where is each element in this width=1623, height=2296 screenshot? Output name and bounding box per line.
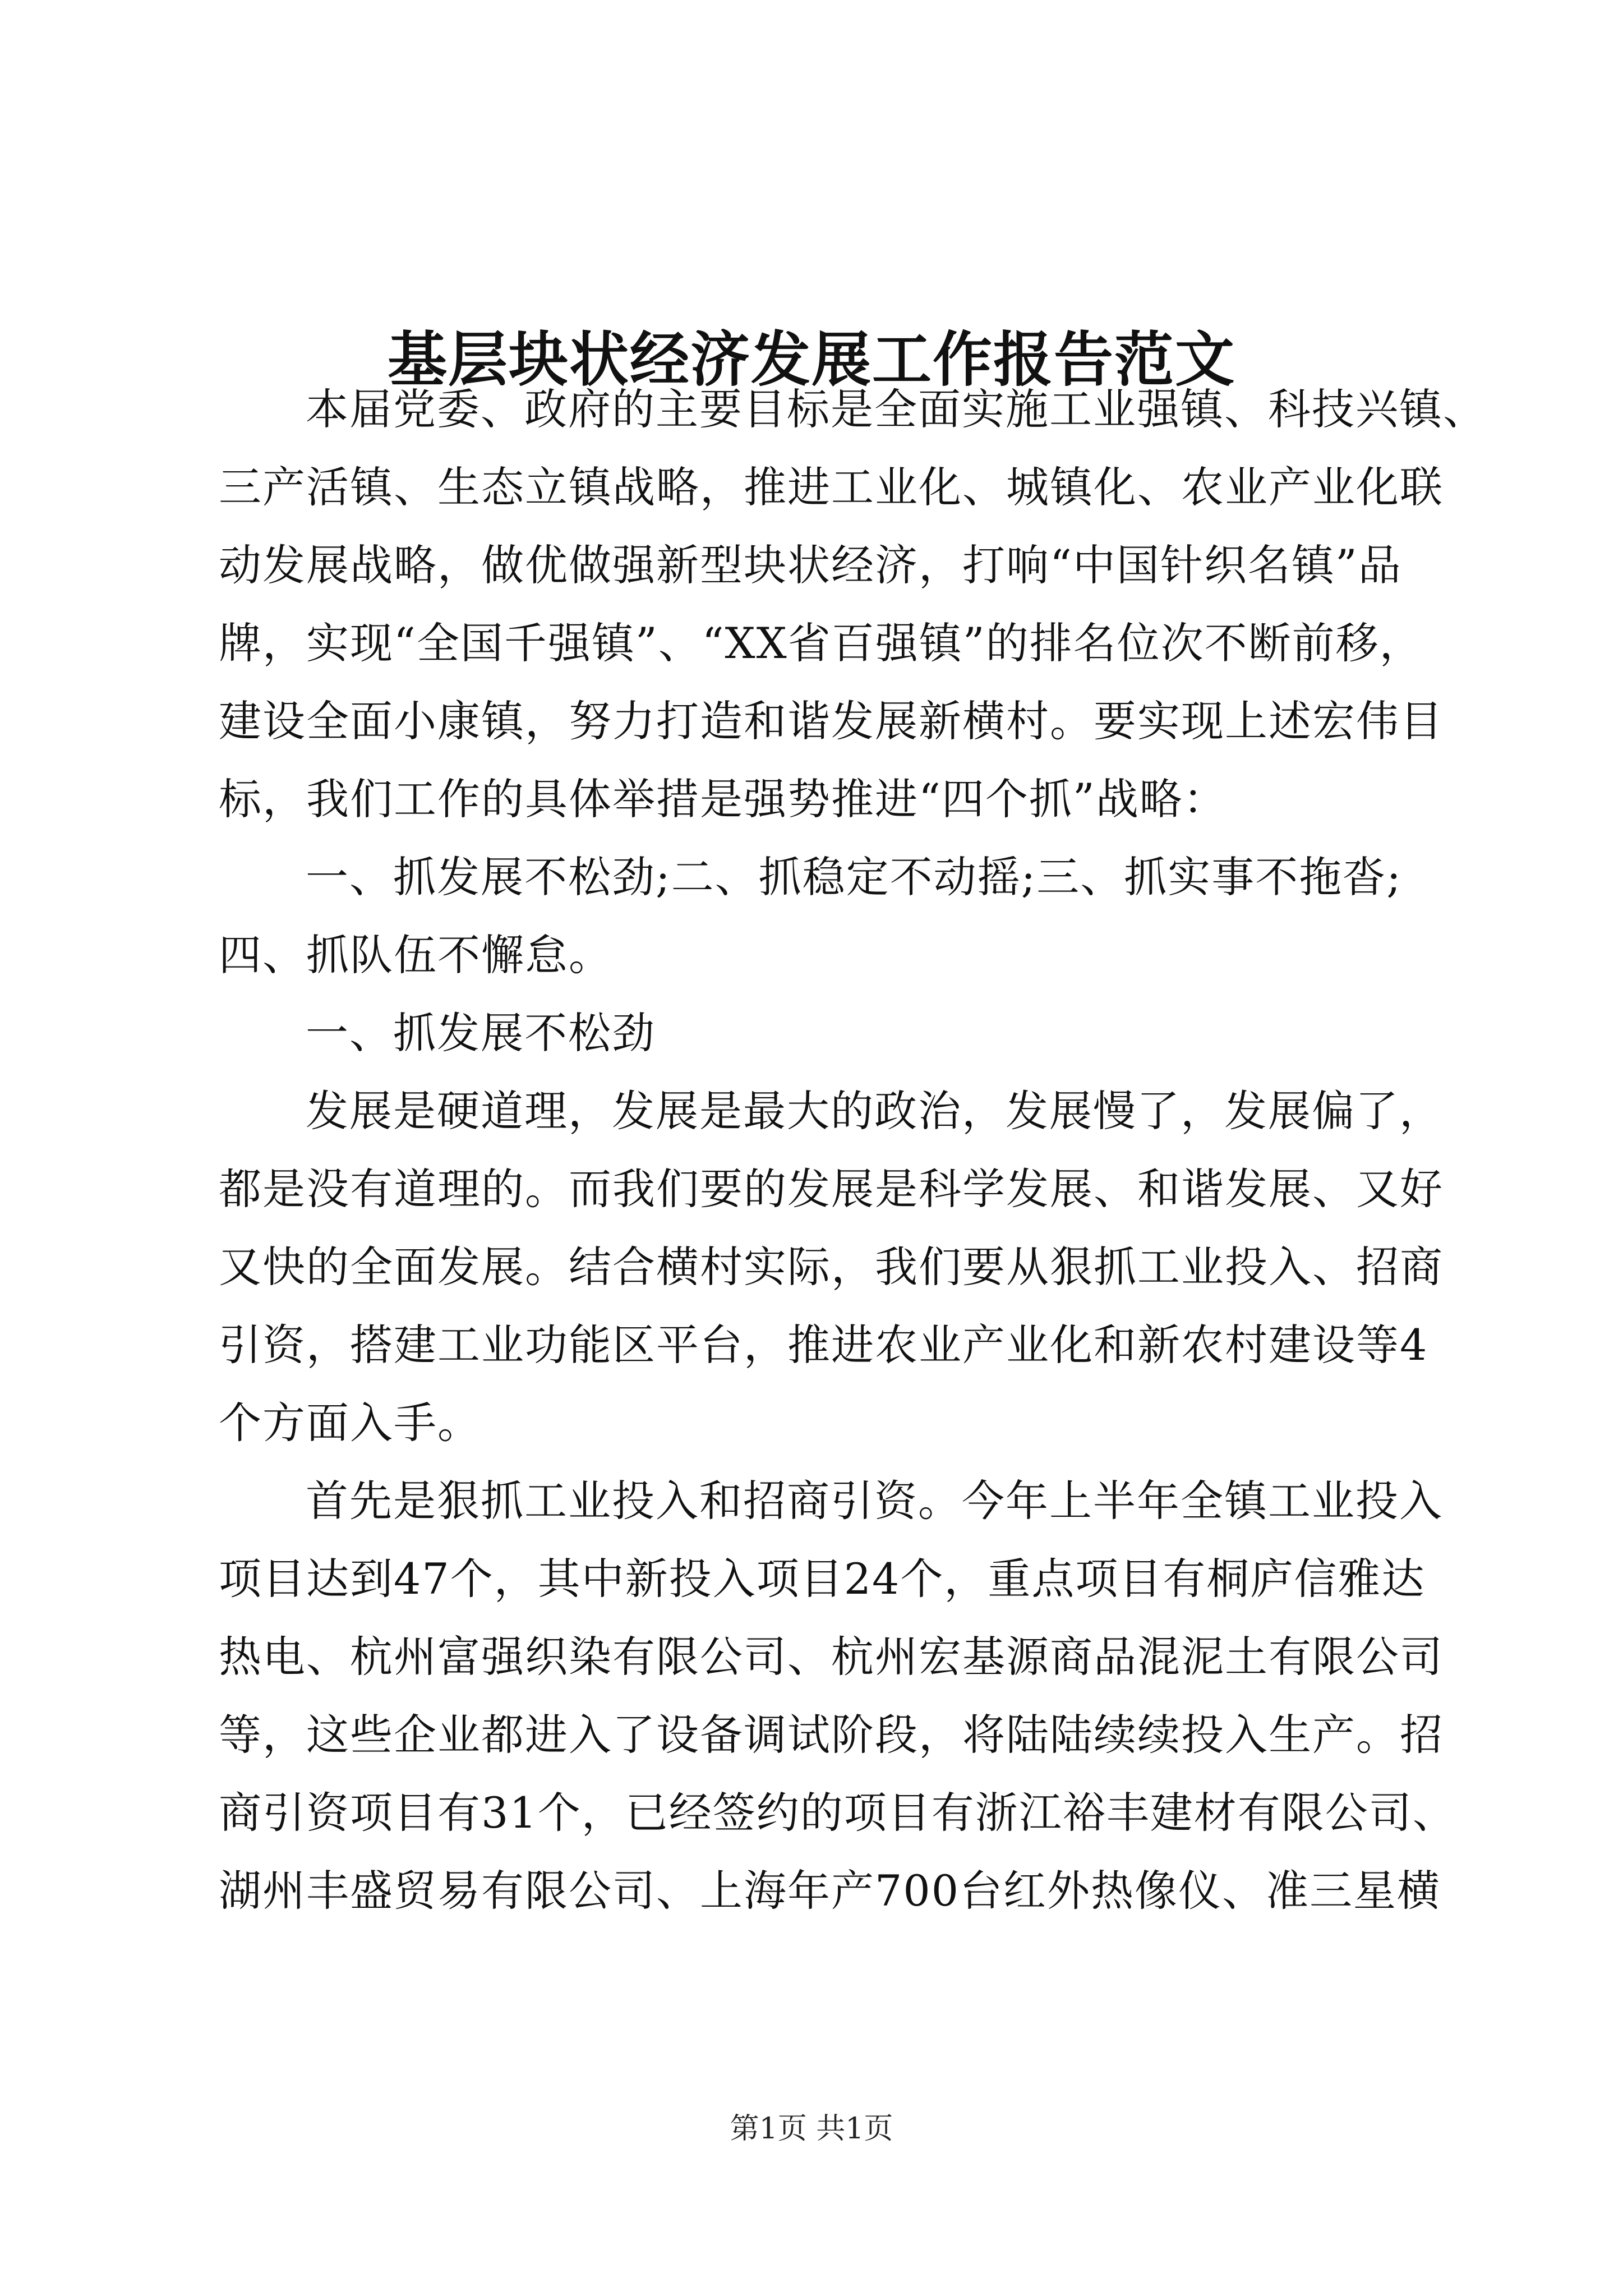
paragraph-line: 建设全面小康镇，努力打造和谐发展新横村。要实现上述宏伟目 [219,696,1444,746]
paragraph-line: 一、抓发展不松劲;二、抓稳定不动摇;三、抓实事不拖沓; [306,852,1402,902]
section-heading: 一、抓发展不松劲 [306,1008,656,1058]
paragraph-line: 四、抓队伍不懈怠。 [219,930,612,980]
paragraph-line: 湖州丰盛贸易有限公司、上海年产700台红外热像仪、准三星横 [219,1866,1441,1916]
paragraph-line: 个方面入手。 [219,1398,481,1448]
paragraph-line: 本届党委、政府的主要目标是全面实施工业强镇、科技兴镇、 [306,384,1487,434]
paragraph-line: 发展是硬道理，发展是最大的政治，发展慢了，发展偏了， [306,1086,1443,1136]
document-body [219,370,1487,1930]
paragraph-line: 商引资项目有31个，已经签约的项目有浙江裕丰建材有限公司、 [219,1788,1456,1838]
page-number-footer: 第1页 共1页 [730,2112,893,2146]
paragraph-line: 热电、杭州富强织染有限公司、杭州宏基源商品混泥土有限公司 [219,1632,1444,1682]
paragraph-line: 牌，实现“全国千强镇”、“XX省百强镇”的排名位次不断前移， [219,618,1423,668]
paragraph-line: 等，这些企业都进入了设备调试阶段，将陆陆续续投入生产。招 [219,1710,1444,1760]
paragraph-line: 引资，搭建工业功能区平台，推进农业产业化和新农村建设等4 [219,1320,1428,1370]
paragraph-line: 项目达到47个，其中新投入项目24个，重点项目有桐庐信雅达 [219,1554,1426,1604]
document-title: 基层块状经济发展工作报告范文 [388,324,1235,395]
paragraph-line: 又快的全面发展。结合横村实际，我们要从狠抓工业投入、招商 [219,1242,1444,1292]
paragraph-line: 标，我们工作的具体举措是强势推进“四个抓”战略： [219,774,1227,824]
paragraph-line: 都是没有道理的。而我们要的发展是科学发展、和谐发展、又好 [219,1164,1444,1214]
paragraph-line: 三产活镇、生态立镇战略，推进工业化、城镇化、农业产业化联 [219,462,1444,512]
paragraph-line: 首先是狠抓工业投入和招商引资。今年上半年全镇工业投入 [306,1476,1443,1526]
paragraph-line: 动发展战略，做优做强新型块状经济，打响“中国针织名镇”品 [219,540,1402,590]
